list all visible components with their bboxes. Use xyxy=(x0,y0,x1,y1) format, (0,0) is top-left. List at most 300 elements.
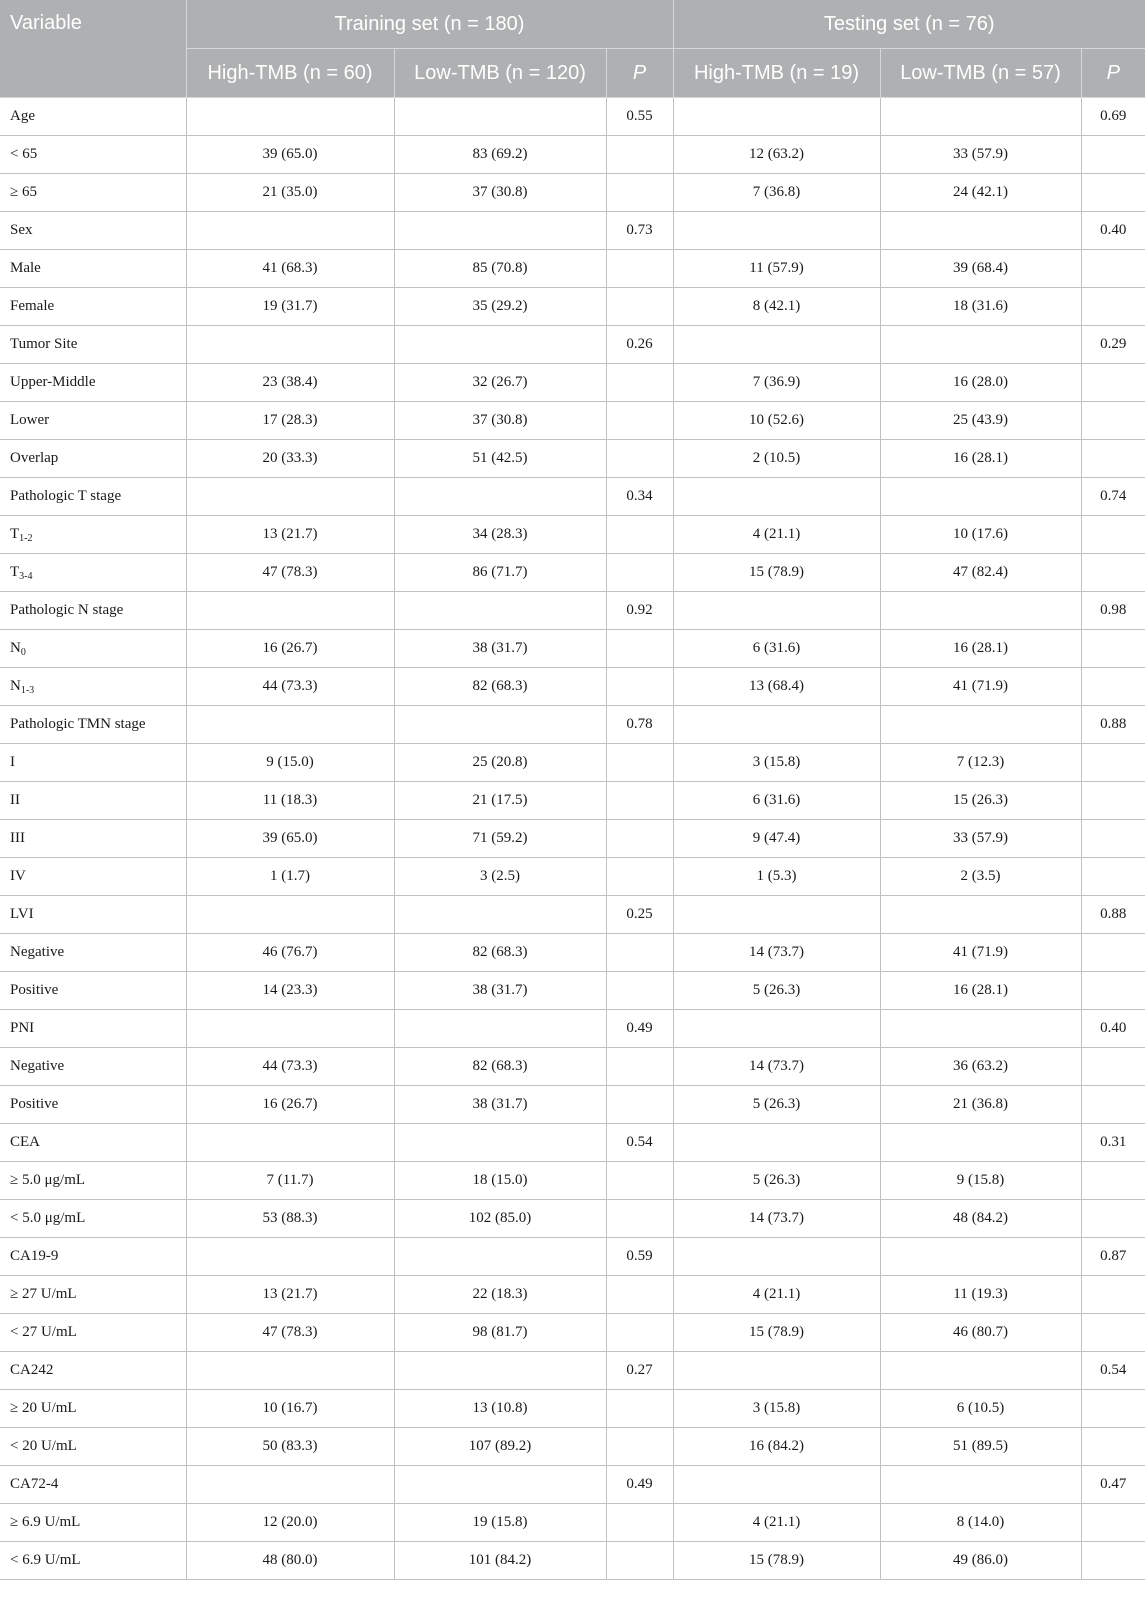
cell-high-tmb-testing xyxy=(673,896,880,934)
row-label-text: Lower xyxy=(10,412,50,428)
row-label xyxy=(0,896,186,934)
row-label xyxy=(0,820,186,858)
row-label-text: Sex xyxy=(10,222,33,238)
table-row xyxy=(0,972,1145,1010)
row-label-text: Pathologic T stage xyxy=(10,488,122,504)
cell-p-testing xyxy=(1081,1390,1145,1428)
cell-high-tmb-training xyxy=(186,212,394,250)
table-row xyxy=(0,820,1145,858)
row-label xyxy=(0,440,186,478)
cell-low-tmb-testing: 51 (89.5) xyxy=(880,1428,1081,1466)
cell-low-tmb-training: 101 (84.2) xyxy=(394,1542,606,1580)
cell-p-training: 0.73 xyxy=(606,212,673,250)
table-row xyxy=(0,1276,1145,1314)
row-label xyxy=(0,1352,186,1390)
row-label xyxy=(0,1390,186,1428)
table-row xyxy=(0,782,1145,820)
table-row xyxy=(0,1504,1145,1542)
cell-high-tmb-training: 46 (76.7) xyxy=(186,934,394,972)
cell-p-testing: 0.98 xyxy=(1081,592,1145,630)
row-label-subscript: 3-4 xyxy=(19,571,33,582)
cell-high-tmb-testing: 14 (73.7) xyxy=(673,1048,880,1086)
row-label-text: Positive xyxy=(10,982,59,998)
row-label-text: PNI xyxy=(10,1020,35,1036)
cell-p-testing: 0.88 xyxy=(1081,706,1145,744)
cell-low-tmb-training: 35 (29.2) xyxy=(394,288,606,326)
cell-high-tmb-training: 10 (16.7) xyxy=(186,1390,394,1428)
row-label-subscript: 1-2 xyxy=(19,533,33,544)
cell-p-training: 0.55 xyxy=(606,98,673,136)
cell-high-tmb-testing: 3 (15.8) xyxy=(673,1390,880,1428)
cell-p-training xyxy=(606,516,673,554)
table-row xyxy=(0,1314,1145,1352)
table-row xyxy=(0,1466,1145,1504)
table-row xyxy=(0,1086,1145,1124)
header-low-tmb-training: Low-TMB (n = 120) xyxy=(394,49,606,98)
row-label-text: ≥ 65 xyxy=(10,184,37,200)
cell-high-tmb-testing: 8 (42.1) xyxy=(673,288,880,326)
table-row xyxy=(0,896,1145,934)
cell-high-tmb-testing xyxy=(673,1010,880,1048)
row-label-text: Tumor Site xyxy=(10,336,78,352)
cell-p-testing xyxy=(1081,516,1145,554)
row-label xyxy=(0,1466,186,1504)
cell-p-testing xyxy=(1081,1200,1145,1238)
cell-high-tmb-training xyxy=(186,1010,394,1048)
row-label-text: N xyxy=(10,640,21,656)
cell-p-training xyxy=(606,744,673,782)
cell-p-training xyxy=(606,858,673,896)
cell-low-tmb-training xyxy=(394,478,606,516)
cell-high-tmb-training: 44 (73.3) xyxy=(186,668,394,706)
row-label xyxy=(0,1010,186,1048)
cell-p-testing xyxy=(1081,136,1145,174)
cell-p-training xyxy=(606,364,673,402)
cell-low-tmb-training: 25 (20.8) xyxy=(394,744,606,782)
header-p-testing: P xyxy=(1081,49,1145,98)
row-label-text: Upper-Middle xyxy=(10,374,96,390)
cell-low-tmb-testing: 9 (15.8) xyxy=(880,1162,1081,1200)
cell-high-tmb-training: 12 (20.0) xyxy=(186,1504,394,1542)
cell-p-training xyxy=(606,1542,673,1580)
cell-low-tmb-testing xyxy=(880,212,1081,250)
cell-high-tmb-testing: 14 (73.7) xyxy=(673,1200,880,1238)
cell-high-tmb-testing: 7 (36.8) xyxy=(673,174,880,212)
cell-low-tmb-testing: 16 (28.1) xyxy=(880,972,1081,1010)
cell-high-tmb-training: 9 (15.0) xyxy=(186,744,394,782)
cell-low-tmb-testing: 47 (82.4) xyxy=(880,554,1081,592)
cell-high-tmb-training: 16 (26.7) xyxy=(186,1086,394,1124)
row-label xyxy=(0,1238,186,1276)
header-testing-set: Testing set (n = 76) xyxy=(673,0,1145,49)
row-label xyxy=(0,1124,186,1162)
row-label xyxy=(0,744,186,782)
cell-p-testing: 0.29 xyxy=(1081,326,1145,364)
cell-p-training: 0.49 xyxy=(606,1010,673,1048)
cell-p-testing xyxy=(1081,1086,1145,1124)
cell-low-tmb-training xyxy=(394,1466,606,1504)
cell-low-tmb-training: 32 (26.7) xyxy=(394,364,606,402)
cell-low-tmb-testing xyxy=(880,326,1081,364)
cell-high-tmb-testing xyxy=(673,1466,880,1504)
cell-p-testing: 0.31 xyxy=(1081,1124,1145,1162)
row-label xyxy=(0,98,186,136)
cell-p-testing xyxy=(1081,630,1145,668)
cell-p-testing xyxy=(1081,440,1145,478)
cell-p-testing xyxy=(1081,744,1145,782)
cell-p-training xyxy=(606,402,673,440)
cell-high-tmb-training xyxy=(186,592,394,630)
table-row xyxy=(0,1428,1145,1466)
cell-low-tmb-training: 38 (31.7) xyxy=(394,972,606,1010)
row-label xyxy=(0,250,186,288)
cell-high-tmb-testing: 14 (73.7) xyxy=(673,934,880,972)
cell-high-tmb-testing: 4 (21.1) xyxy=(673,516,880,554)
row-label xyxy=(0,212,186,250)
table-header xyxy=(0,0,1145,98)
cell-low-tmb-training: 21 (17.5) xyxy=(394,782,606,820)
cell-high-tmb-training: 7 (11.7) xyxy=(186,1162,394,1200)
cell-low-tmb-testing xyxy=(880,706,1081,744)
table-row xyxy=(0,1238,1145,1276)
cell-low-tmb-training: 82 (68.3) xyxy=(394,1048,606,1086)
cell-low-tmb-training xyxy=(394,1238,606,1276)
cell-low-tmb-training: 85 (70.8) xyxy=(394,250,606,288)
table-row xyxy=(0,630,1145,668)
cell-low-tmb-testing xyxy=(880,592,1081,630)
cell-low-tmb-training xyxy=(394,592,606,630)
cell-high-tmb-training: 11 (18.3) xyxy=(186,782,394,820)
cell-high-tmb-training xyxy=(186,98,394,136)
cell-p-testing: 0.40 xyxy=(1081,212,1145,250)
cell-high-tmb-training: 53 (88.3) xyxy=(186,1200,394,1238)
cell-high-tmb-training xyxy=(186,478,394,516)
table-row xyxy=(0,1542,1145,1580)
cell-p-testing xyxy=(1081,1428,1145,1466)
row-label-text: < 65 xyxy=(10,146,38,162)
table-row xyxy=(0,516,1145,554)
cell-high-tmb-training: 44 (73.3) xyxy=(186,1048,394,1086)
cell-high-tmb-testing: 6 (31.6) xyxy=(673,782,880,820)
cell-low-tmb-training: 18 (15.0) xyxy=(394,1162,606,1200)
header-high-tmb-testing: High-TMB (n = 19) xyxy=(673,49,880,98)
cell-p-training xyxy=(606,1048,673,1086)
cell-low-tmb-training xyxy=(394,706,606,744)
table-row xyxy=(0,706,1145,744)
cell-high-tmb-testing xyxy=(673,212,880,250)
row-label xyxy=(0,858,186,896)
cell-p-testing xyxy=(1081,820,1145,858)
row-label xyxy=(0,1504,186,1542)
cell-low-tmb-testing xyxy=(880,98,1081,136)
cell-low-tmb-testing: 6 (10.5) xyxy=(880,1390,1081,1428)
cell-high-tmb-testing: 5 (26.3) xyxy=(673,972,880,1010)
cell-low-tmb-training xyxy=(394,1010,606,1048)
table-row xyxy=(0,402,1145,440)
row-label-text: ≥ 5.0 μg/mL xyxy=(10,1172,86,1188)
row-label xyxy=(0,972,186,1010)
cell-high-tmb-testing: 16 (84.2) xyxy=(673,1428,880,1466)
cell-p-testing xyxy=(1081,1048,1145,1086)
cell-p-testing: 0.88 xyxy=(1081,896,1145,934)
row-label-text: IV xyxy=(10,868,26,884)
cell-high-tmb-training xyxy=(186,326,394,364)
cell-high-tmb-training: 1 (1.7) xyxy=(186,858,394,896)
cell-p-training xyxy=(606,1162,673,1200)
cell-high-tmb-training: 48 (80.0) xyxy=(186,1542,394,1580)
cell-low-tmb-testing xyxy=(880,1238,1081,1276)
row-label xyxy=(0,288,186,326)
cell-p-testing xyxy=(1081,1504,1145,1542)
cell-low-tmb-testing: 25 (43.9) xyxy=(880,402,1081,440)
table-row xyxy=(0,212,1145,250)
table-row xyxy=(0,554,1145,592)
cell-p-testing: 0.54 xyxy=(1081,1352,1145,1390)
cell-p-training xyxy=(606,174,673,212)
cell-low-tmb-testing: 11 (19.3) xyxy=(880,1276,1081,1314)
table-row xyxy=(0,250,1145,288)
row-label xyxy=(0,364,186,402)
cell-high-tmb-training: 39 (65.0) xyxy=(186,136,394,174)
cell-p-training: 0.54 xyxy=(606,1124,673,1162)
row-label-subscript: 0 xyxy=(20,647,26,658)
cell-low-tmb-training: 82 (68.3) xyxy=(394,668,606,706)
cell-low-tmb-testing: 21 (36.8) xyxy=(880,1086,1081,1124)
cell-high-tmb-training: 41 (68.3) xyxy=(186,250,394,288)
row-label-text: CEA xyxy=(10,1134,40,1150)
cell-high-tmb-training: 21 (35.0) xyxy=(186,174,394,212)
table-row xyxy=(0,98,1145,136)
cell-low-tmb-testing: 49 (86.0) xyxy=(880,1542,1081,1580)
cell-p-training: 0.26 xyxy=(606,326,673,364)
row-label xyxy=(0,592,186,630)
cell-low-tmb-testing: 16 (28.0) xyxy=(880,364,1081,402)
cell-high-tmb-training: 13 (21.7) xyxy=(186,1276,394,1314)
cell-high-tmb-testing: 15 (78.9) xyxy=(673,1314,880,1352)
cell-p-training xyxy=(606,934,673,972)
cell-high-tmb-training xyxy=(186,896,394,934)
row-label-subscript: 1-3 xyxy=(20,685,35,696)
cell-p-training xyxy=(606,1428,673,1466)
cell-low-tmb-training: 102 (85.0) xyxy=(394,1200,606,1238)
cell-high-tmb-training: 50 (83.3) xyxy=(186,1428,394,1466)
row-label xyxy=(0,1162,186,1200)
cell-p-training xyxy=(606,782,673,820)
header-high-tmb-training: High-TMB (n = 60) xyxy=(186,49,394,98)
row-label-text: CA242 xyxy=(10,1362,54,1378)
table-row xyxy=(0,592,1145,630)
cell-p-training xyxy=(606,250,673,288)
cell-high-tmb-testing xyxy=(673,706,880,744)
row-label xyxy=(0,706,186,744)
cell-low-tmb-training: 71 (59.2) xyxy=(394,820,606,858)
cell-high-tmb-training: 39 (65.0) xyxy=(186,820,394,858)
cell-low-tmb-training xyxy=(394,1124,606,1162)
table-row xyxy=(0,1124,1145,1162)
cell-low-tmb-testing: 16 (28.1) xyxy=(880,440,1081,478)
cell-low-tmb-testing: 15 (26.3) xyxy=(880,782,1081,820)
cell-low-tmb-testing: 46 (80.7) xyxy=(880,1314,1081,1352)
table-row xyxy=(0,668,1145,706)
cell-low-tmb-testing xyxy=(880,1124,1081,1162)
table-row xyxy=(0,1352,1145,1390)
cell-low-tmb-training: 107 (89.2) xyxy=(394,1428,606,1466)
row-label xyxy=(0,402,186,440)
row-label xyxy=(0,1086,186,1124)
cell-low-tmb-training: 3 (2.5) xyxy=(394,858,606,896)
cell-high-tmb-testing: 1 (5.3) xyxy=(673,858,880,896)
cell-low-tmb-training: 83 (69.2) xyxy=(394,136,606,174)
row-label-text: < 20 U/mL xyxy=(10,1438,77,1454)
cell-p-testing xyxy=(1081,1276,1145,1314)
row-label xyxy=(0,1542,186,1580)
row-label xyxy=(0,1428,186,1466)
cell-high-tmb-training xyxy=(186,1124,394,1162)
cell-p-testing xyxy=(1081,668,1145,706)
cell-high-tmb-training xyxy=(186,706,394,744)
cell-p-training xyxy=(606,288,673,326)
row-label-text: Positive xyxy=(10,1096,59,1112)
row-label xyxy=(0,174,186,212)
cell-p-training xyxy=(606,1276,673,1314)
cell-p-testing xyxy=(1081,934,1145,972)
cell-p-testing xyxy=(1081,1542,1145,1580)
cell-low-tmb-testing xyxy=(880,896,1081,934)
cell-low-tmb-testing: 2 (3.5) xyxy=(880,858,1081,896)
cell-high-tmb-training xyxy=(186,1352,394,1390)
cell-p-testing: 0.69 xyxy=(1081,98,1145,136)
cell-p-training xyxy=(606,1504,673,1542)
cell-p-training: 0.25 xyxy=(606,896,673,934)
cell-high-tmb-training: 14 (23.3) xyxy=(186,972,394,1010)
cell-low-tmb-training: 34 (28.3) xyxy=(394,516,606,554)
cell-high-tmb-testing: 15 (78.9) xyxy=(673,554,880,592)
cell-p-training xyxy=(606,668,673,706)
cell-high-tmb-testing: 13 (68.4) xyxy=(673,668,880,706)
cell-low-tmb-testing: 33 (57.9) xyxy=(880,820,1081,858)
header-row-groups xyxy=(0,0,1145,49)
cell-low-tmb-training: 86 (71.7) xyxy=(394,554,606,592)
cell-low-tmb-training: 19 (15.8) xyxy=(394,1504,606,1542)
row-label xyxy=(0,630,186,668)
cell-high-tmb-testing xyxy=(673,1238,880,1276)
cell-high-tmb-testing: 3 (15.8) xyxy=(673,744,880,782)
cell-high-tmb-training xyxy=(186,1466,394,1504)
cell-low-tmb-training: 51 (42.5) xyxy=(394,440,606,478)
table-body xyxy=(0,98,1145,1580)
cell-low-tmb-training: 37 (30.8) xyxy=(394,174,606,212)
table-row xyxy=(0,1200,1145,1238)
cell-low-tmb-training: 82 (68.3) xyxy=(394,934,606,972)
cell-low-tmb-testing: 8 (14.0) xyxy=(880,1504,1081,1542)
cell-p-testing xyxy=(1081,288,1145,326)
row-label xyxy=(0,1048,186,1086)
row-label-text: Overlap xyxy=(10,450,59,466)
row-label xyxy=(0,326,186,364)
cell-high-tmb-testing: 5 (26.3) xyxy=(673,1162,880,1200)
table-row xyxy=(0,1162,1145,1200)
row-label-text: CA19-9 xyxy=(10,1248,59,1264)
cell-high-tmb-training: 47 (78.3) xyxy=(186,554,394,592)
cell-p-training xyxy=(606,630,673,668)
row-label-text: LVI xyxy=(10,906,34,922)
cell-high-tmb-training: 16 (26.7) xyxy=(186,630,394,668)
row-label-text: I xyxy=(10,754,15,770)
cell-p-testing: 0.40 xyxy=(1081,1010,1145,1048)
cell-p-training: 0.34 xyxy=(606,478,673,516)
row-label xyxy=(0,668,186,706)
row-label xyxy=(0,1200,186,1238)
cell-p-training xyxy=(606,972,673,1010)
cell-high-tmb-testing xyxy=(673,1352,880,1390)
cell-high-tmb-testing: 4 (21.1) xyxy=(673,1276,880,1314)
header-variable: Variable xyxy=(0,0,186,98)
table-row xyxy=(0,1010,1145,1048)
cell-high-tmb-testing xyxy=(673,478,880,516)
row-label-text: Negative xyxy=(10,1058,65,1074)
row-label-text: T xyxy=(10,564,20,580)
cell-p-training xyxy=(606,1200,673,1238)
cell-high-tmb-testing: 10 (52.6) xyxy=(673,402,880,440)
cell-p-training xyxy=(606,820,673,858)
cell-low-tmb-testing: 39 (68.4) xyxy=(880,250,1081,288)
cell-p-training xyxy=(606,1314,673,1352)
cell-p-training xyxy=(606,1086,673,1124)
row-label-text: < 6.9 U/mL xyxy=(10,1552,81,1568)
cell-high-tmb-training: 13 (21.7) xyxy=(186,516,394,554)
row-label xyxy=(0,1276,186,1314)
row-label-text: ≥ 6.9 U/mL xyxy=(10,1514,81,1530)
cell-p-testing xyxy=(1081,1314,1145,1352)
row-label xyxy=(0,136,186,174)
row-label-text: < 27 U/mL xyxy=(10,1324,77,1340)
table-row xyxy=(0,136,1145,174)
header-training-set: Training set (n = 180) xyxy=(186,0,673,49)
cell-low-tmb-testing: 10 (17.6) xyxy=(880,516,1081,554)
cell-p-testing xyxy=(1081,554,1145,592)
row-label-text: III xyxy=(10,830,25,846)
row-label-text: CA72-4 xyxy=(10,1476,59,1492)
table-row xyxy=(0,858,1145,896)
row-label-text: T xyxy=(10,526,20,542)
cell-low-tmb-training xyxy=(394,98,606,136)
cell-p-testing: 0.47 xyxy=(1081,1466,1145,1504)
cell-high-tmb-training: 17 (28.3) xyxy=(186,402,394,440)
cell-p-training: 0.27 xyxy=(606,1352,673,1390)
table-row xyxy=(0,326,1145,364)
cell-p-testing xyxy=(1081,174,1145,212)
cell-low-tmb-testing xyxy=(880,478,1081,516)
cell-low-tmb-testing xyxy=(880,1010,1081,1048)
cell-low-tmb-testing: 24 (42.1) xyxy=(880,174,1081,212)
row-label-text: < 5.0 μg/mL xyxy=(10,1210,86,1226)
row-label-text: ≥ 27 U/mL xyxy=(10,1286,77,1302)
cell-low-tmb-training: 37 (30.8) xyxy=(394,402,606,440)
cell-low-tmb-testing: 48 (84.2) xyxy=(880,1200,1081,1238)
row-label xyxy=(0,782,186,820)
cell-high-tmb-training: 20 (33.3) xyxy=(186,440,394,478)
cell-high-tmb-testing: 7 (36.9) xyxy=(673,364,880,402)
row-label-text: Pathologic N stage xyxy=(10,602,124,618)
row-label xyxy=(0,1314,186,1352)
cell-high-tmb-testing xyxy=(673,592,880,630)
cell-low-tmb-training xyxy=(394,326,606,364)
table-row xyxy=(0,934,1145,972)
cell-p-training xyxy=(606,554,673,592)
cell-p-testing xyxy=(1081,1162,1145,1200)
cell-high-tmb-testing: 4 (21.1) xyxy=(673,1504,880,1542)
cell-low-tmb-training: 22 (18.3) xyxy=(394,1276,606,1314)
